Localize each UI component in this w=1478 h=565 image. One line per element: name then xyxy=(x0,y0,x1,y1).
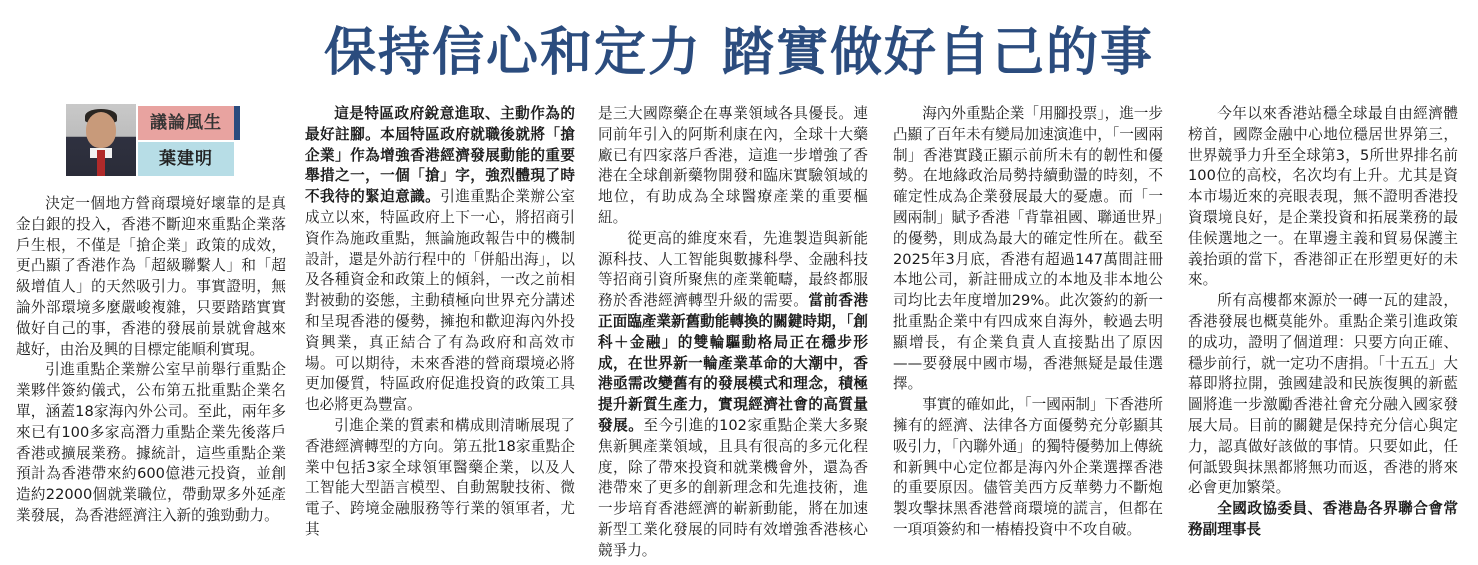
column-3 xyxy=(598,104,868,562)
text-run: 今年以來香港站穩全球最自由經濟體榜首，國際金融中心地位穩居世界第三，世界競爭力升至全球第3，5所世界排名前100位的高校，名次均有上升。尤其是資本市場近來的亮眼表現，無不證明香港投資環境良好，是企業投資和拓展業務的最佳候選地之一。在單邊主義和貿易保護主義抬頭的當下，香港卻正在形塑更好的未來。 xyxy=(1188,105,1458,289)
photo-face xyxy=(86,112,116,148)
paragraph xyxy=(16,360,286,526)
paragraph xyxy=(893,395,1163,541)
bold-text-run: 當前香港正面臨產業新舊動能轉換的關鍵時期，「創科＋金融」的雙輪驅動格局正在穩步形成，在世界新一輪產業革命的大潮中，香港亟需改變舊有的發展模式和理念，積極提升新質生產力，實現經濟社會的高質量發展。 xyxy=(598,292,868,434)
column-4 xyxy=(893,104,1163,541)
text-run: 至今引進的102家重點企業大多聚焦新興產業領域，且具有很高的多元化程度，除了帶來投資和就業機會外，還為香港帶來了更多的創新理念和先進技術，進一步培育香港經濟的嶄新動能，將在加速新型工業化發展的同時有效增強香港核心競爭力。 xyxy=(598,416,868,559)
text-run: 事實的確如此，「一國兩制」下香港所擁有的經濟、法律各方面優勢充分彰顯其吸引力，「內聯外通」的獨特優勢加上傳統和新興中心定位都是海內外企業選擇香港的重要原因。儘管美西方反華勢力不斷炮製攻擊抹黑香港營商環境的謊言，但都在一項項簽約和一樁樁投資中不攻自破。 xyxy=(893,396,1163,538)
paragraph xyxy=(893,104,1163,395)
text-run: 引進重點企業辦公室成立以來，特區政府上下一心，將招商引資作為施政重點，無論施政報告中的機制設計，還是外訪行程中的「併船出海」，以及各種資金和政策上的傾斜，一改之前相對被動的姿態，主動積極向世界充分講述和呈現香港的優勢，擁抱和歡迎海內外投資興業，真正結合了有為政府和高效市場。可以期待，未來香港的營商環境必將更加優質，特區政府促進投資的政策工具也必將更為豐富。 xyxy=(305,188,575,414)
text-run: 海內外重點企業「用腳投票」，進一步凸顯了百年未有變局加速演進中，「一國兩制」香港實踐正顯示前所未有的韌性和優勢。在地緣政治局勢持續動盪的時刻，不確定性成為企業發展最大的憂慮。而「一國兩制」賦予香港「背靠祖國、聯通世界」的優勢，則成為最大的確定性所在。截至2025年3月底，香港有超過147萬間註冊本地公司，新註冊成立的本地及非本地公司均比去年度增加29%。此次簽約的新一批重點企業中有四成來自海外，較過去明顯增長，有企業負責人直接點出了原因——要發展中國市場，香港無疑是最佳選擇。 xyxy=(893,105,1163,393)
column-accent-bar xyxy=(234,106,240,140)
paragraph xyxy=(598,104,868,229)
photo-tie xyxy=(97,150,105,176)
column-name: 議論風生 xyxy=(138,106,234,140)
paragraph xyxy=(305,416,575,541)
paragraph xyxy=(1188,104,1458,291)
paragraph xyxy=(1188,291,1458,499)
author-photo xyxy=(66,104,136,176)
author-title-signature: 全國政協委員、香港島各界聯合會常務副理事長 xyxy=(1188,500,1458,538)
text-run: 引進企業的質素和構成則清晰展現了香港經濟轉型的方向。第五批18家重點企業中包括3家全球領軍醫藥企業，以及人工智能大型語言模型、自動駕駛技術、微電子、跨境金融服務等行業的領軍者，尤其 xyxy=(305,416,575,538)
bold-text-run: 這是特區政府銳意進取、主動作為的最好註腳。本屆特區政府就職後就將「搶企業」作為增強香港經濟發展動能的重要舉措之一，一個「搶」字，強烈體現了時不我待的緊迫意識。 xyxy=(305,105,575,206)
paragraph xyxy=(16,194,286,360)
text-run: 引進重點企業辦公室早前舉行重點企業夥伴簽約儀式，公布第五批重點企業名單，涵蓋18家海內外公司。至此，兩年多來已有100多家高潛力重點企業先後落戶香港或擴展業務。據統計，這些重點企業預計為香港帶來約600億港元投資，並創造約22000個就業職位，帶動眾多外延產業發展，為香港經濟注入新的強勁動力。 xyxy=(16,361,286,524)
column-2 xyxy=(305,104,575,541)
text-run: 決定一個地方營商環境好壞靠的是真金白銀的投入，香港不斷迎來重點企業落戶生根，不僅是「搶企業」政策的成效，更凸顯了香港作為「超級聯繫人」和「超級增值人」的天然吸引力。事實證明，無論外部環境多麼嚴峻複雜，只要踏踏實實做好自己的事，香港的發展前景就會越來越好，由治及興的目標定能順利實現。 xyxy=(16,195,286,358)
text-run: 所有高樓都來源於一磚一瓦的建設，香港發展也概莫能外。重點企業引進政策的成功，證明了個道理：只要方向正確、穩步前行，就一定功不唐捐。「十五五」大幕即將拉開，強國建設和民族復興的新藍圖將進一步激勵香港社會充分融入國家發展大局。目前的關鍵是保持充分信心與定力，認真做好該做的事情。只要如此，任何詆毀與抹黑都將無功而返，香港的將來必會更加繁榮。 xyxy=(1188,292,1458,497)
paragraph xyxy=(305,104,575,416)
author-name: 葉建明 xyxy=(138,142,234,176)
paragraph xyxy=(598,229,868,562)
headline: 保持信心和定力 踏實做好自己的事 xyxy=(323,22,1155,83)
column-5 xyxy=(1188,104,1458,541)
byline xyxy=(66,104,236,176)
column-1 xyxy=(16,194,286,527)
text-run: 從更高的維度來看，先進製造與新能源科技、人工智能與數據科學、金融科技等招商引資所聚焦的產業範疇，最終都服務於香港經濟轉型升級的需要。 xyxy=(598,229,868,310)
text-run: 是三大國際藥企在專業領域各具優長。連同前年引入的阿斯利康在內，全球十大藥廠已有四家落戶香港，這進一步增強了香港在全球創新藥物開發和臨床實驗領域的地位，有助成為全球醫療產業的重要樞紐。 xyxy=(598,105,868,226)
